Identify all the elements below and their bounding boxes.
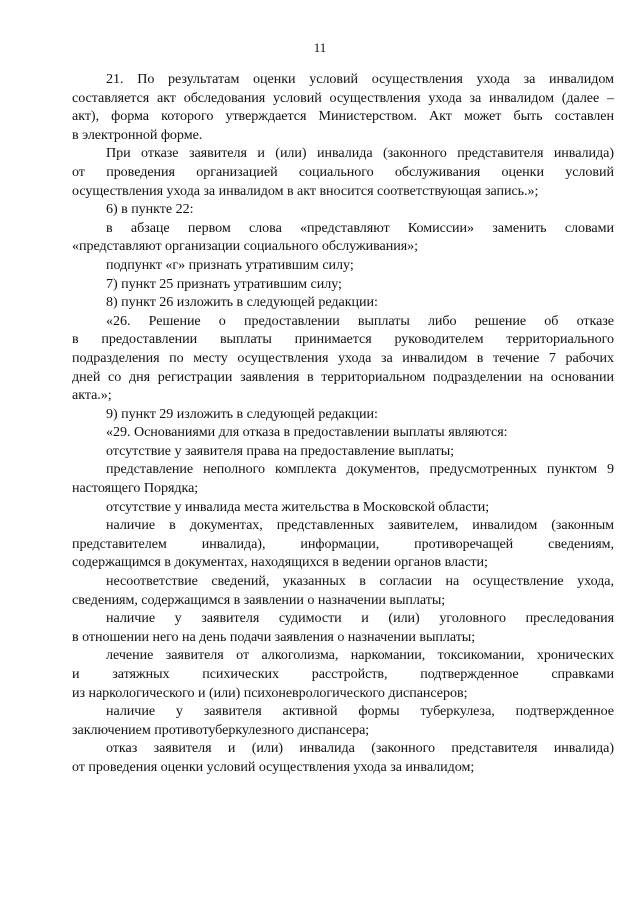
text-line: подразделения по месту осуществления ухода за инвалидом в течение 7 рабочих: [72, 349, 614, 366]
paragraph: [72, 219, 614, 256]
text-line: лечение заявителя от алкоголизма, наркомании, токсикомании, хронических: [106, 647, 614, 664]
page-number: 11: [313, 40, 327, 55]
text-line: составляется акт обследования условий осуществления ухода за инвалидом (далее –: [72, 89, 614, 106]
paragraph: [72, 293, 614, 312]
text-line: 21. По результатам оценки условий осуществления ухода за инвалидом: [106, 71, 614, 87]
text-line: отсутствие у заявителя права на предоставление выплаты;: [106, 442, 455, 459]
text-line: осуществления ухода за инвалидом в акт вносится соответствующая запись.»;: [72, 182, 539, 199]
text-line: содержащимся в документах, находящихся в ведении органов власти;: [72, 554, 488, 571]
text-line: 6) в пункте 22:: [106, 201, 194, 218]
text-line: наличие у заявителя судимости и (или) уголовного преследования: [106, 610, 614, 627]
text-line: «представляют организации социального обслуживания»;: [72, 238, 419, 255]
text-line: заключением противотуберкулезного диспансера;: [72, 721, 370, 738]
text-line: из наркологического и (или) психоневрологического диспансеров;: [72, 684, 468, 701]
paragraph: [72, 498, 614, 517]
paragraph: [72, 442, 614, 461]
text-line: в электронной форме.: [72, 126, 203, 143]
text-line: акта.»;: [72, 387, 112, 404]
text-line: представителем инвалида), информации, противоречащей сведениям,: [72, 535, 614, 552]
paragraph: [72, 275, 614, 294]
paragraph: [72, 702, 614, 739]
text-line: «29. Основаниями для отказа в предоставлении выплаты являются:: [106, 424, 508, 441]
paragraph: [72, 423, 614, 442]
text-line: 8) пункт 26 изложить в следующей редакции:: [106, 294, 378, 311]
text-line: в отношении него на день подачи заявления о назначении выплаты;: [72, 628, 476, 645]
text-line: дней со дня регистрации заявления в территориальном подразделении на основании: [72, 368, 614, 385]
paragraph: [72, 739, 614, 776]
text-line: от проведения организацией социального обслуживания оценки условий: [72, 163, 614, 180]
paragraph: [72, 572, 614, 609]
text-line: несоответствие сведений, указанных в согласии на осуществление ухода,: [106, 573, 614, 590]
paragraph: [72, 646, 614, 702]
text-line: в предоставлении выплаты принимается руководителем территориального: [72, 331, 614, 348]
text-line: сведениям, содержащимся в заявлении о назначении выплаты;: [72, 591, 446, 608]
paragraph: [72, 405, 614, 424]
text-line: от проведения оценки условий осуществления ухода за инвалидом;: [72, 758, 475, 775]
paragraph: [72, 70, 614, 144]
document-body: [72, 70, 614, 777]
text-line: При отказе заявителя и (или) инвалида (законного представителя инвалида): [106, 145, 614, 162]
paragraph: [72, 609, 614, 646]
paragraph: [72, 312, 614, 405]
paragraph: [72, 144, 614, 200]
text-line: 7) пункт 25 признать утратившим силу;: [106, 275, 342, 292]
paragraph: [72, 200, 614, 219]
text-line: наличие в документах, представленных заявителем, инвалидом (законным: [106, 517, 614, 534]
paragraph: [72, 516, 614, 572]
paragraph: [72, 256, 614, 275]
text-line: и затяжных психических расстройств, подтвержденное справками: [72, 666, 614, 682]
paragraph: [72, 460, 614, 497]
text-line: наличие у заявителя активной формы туберкулеза, подтвержденное: [106, 703, 614, 720]
text-line: отказ заявителя и (или) инвалида (законного представителя инвалида): [106, 740, 614, 757]
text-line: 9) пункт 29 изложить в следующей редакции:: [106, 405, 378, 422]
text-line: в абзаце первом слова «представляют Комиссии» заменить словами: [106, 219, 614, 236]
text-line: настоящего Порядка;: [72, 480, 199, 497]
text-line: представление неполного комплекта документов, предусмотренных пунктом 9: [106, 461, 614, 478]
text-line: отсутствие у инвалида места жительства в Московской области;: [106, 498, 490, 515]
text-line: «26. Решение о предоставлении выплаты либо решение об отказе: [106, 312, 614, 329]
text-line: подпункт «г» признать утратившим силу;: [106, 256, 354, 273]
text-line: акт), форма которого утверждается Министерством. Акт может быть составлен: [72, 108, 614, 125]
